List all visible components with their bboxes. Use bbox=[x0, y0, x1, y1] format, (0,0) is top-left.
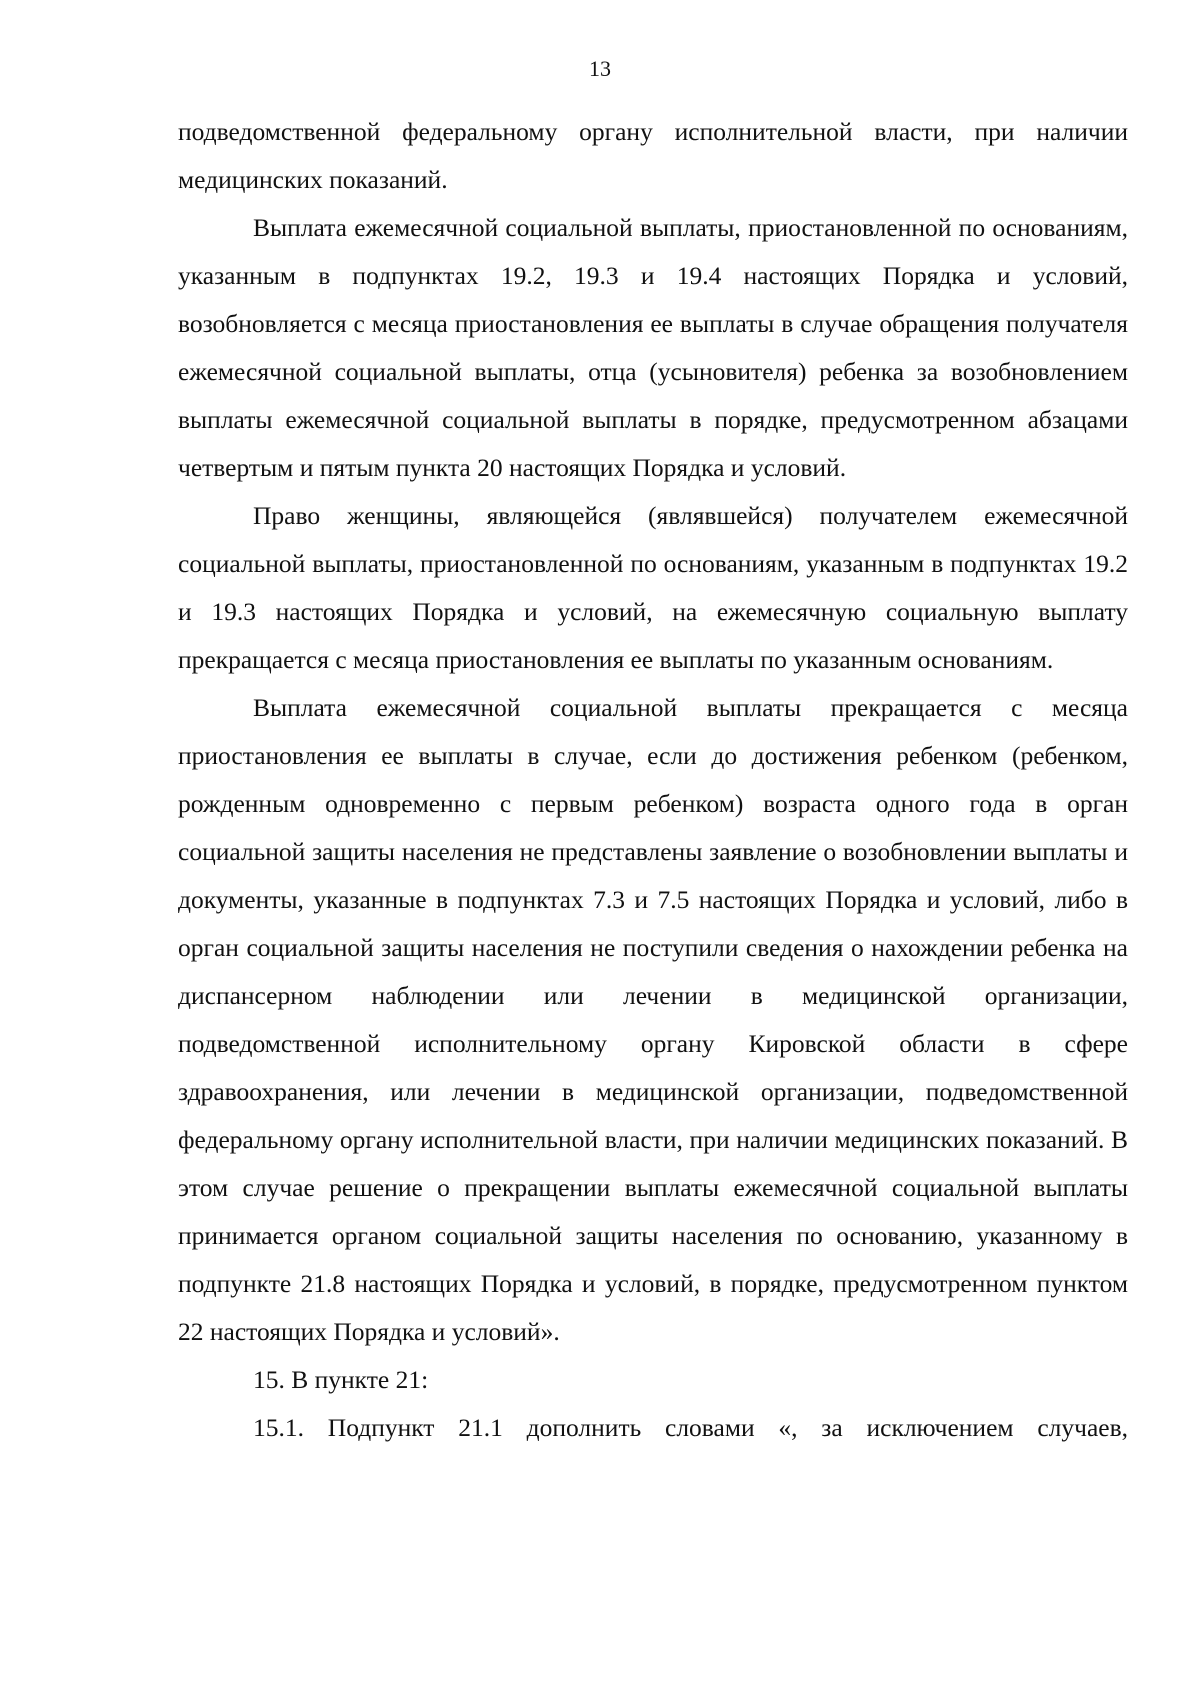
paragraph-continuation: подведомственной федеральному органу исполнительной власти, при наличии медицинских показаний. bbox=[178, 117, 1128, 194]
paragraph-item-15: 15. В пункте 21: bbox=[253, 1365, 429, 1394]
paragraph-termination-of-right: Право женщины, являющейся (являвшейся) получателем ежемесячной социальной выплаты, приостановленной по основаниям, указанным в подпунктах 19.2 и 19.3 настоящих Порядка и условий, на ежемесячную социальную выплату прекращается с месяца приостановления ее выплаты по указанным основаниям. bbox=[178, 501, 1128, 674]
page-number: 13 bbox=[589, 56, 611, 81]
paragraph-item-15-1: 15.1. Подпункт 21.1 дополнить словами «, за исключением случаев, bbox=[253, 1413, 1128, 1442]
paragraph-termination-of-payment: Выплата ежемесячной социальной выплаты прекращается с месяца приостановления ее выплаты в случае, если до достижения ребенком (ребенком, рожденным одновременно с первым ребенком) возраста одного года в орган социальной защиты населения не представлены заявление о возобновлении выплаты и документы, указанные в подпунктах 7.3 и 7.5 настоящих Порядка и условий, либо в орган социальной защиты населения не поступили сведения о нахождении ребенка на диспансерном наблюдении или лечении в медицинской организации, подведомственной исполнительному органу Кировской области в сфере здравоохранения, или лечении в медицинской организации, подведомственной федеральному органу исполнительной власти, при наличии медицинских показаний. В этом случае решение о прекращении выплаты ежемесячной социальной выплаты принимается органом социальной защиты населения по основанию, указанному в подпункте 21.8 настоящих Порядка и условий, в порядке, предусмотренном пунктом 22 настоящих Порядка и условий». bbox=[178, 693, 1128, 1346]
document-body bbox=[178, 108, 1128, 1452]
paragraph-resumption-of-payment: Выплата ежемесячной социальной выплаты, приостановленной по основаниям, указанным в подпунктах 19.2, 19.3 и 19.4 настоящих Порядка и условий, возобновляется с месяца приостановления ее выплаты в случае обращения получателя ежемесячной социальной выплаты, отца (усыновителя) ребенка за возобновлением выплаты ежемесячной социальной выплаты в порядке, предусмотренном абзацами четвертым и пятым пункта 20 настоящих Порядка и условий. bbox=[178, 213, 1128, 482]
